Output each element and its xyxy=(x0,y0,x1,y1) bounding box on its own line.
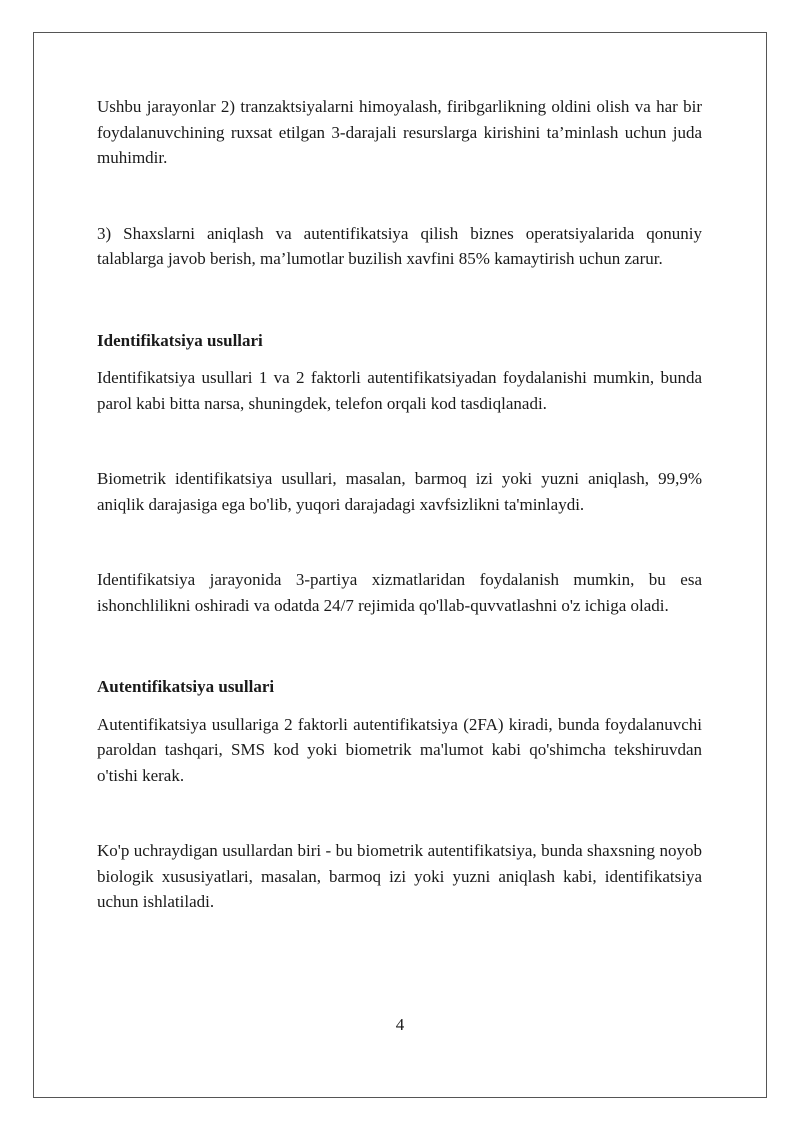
page-number: 4 xyxy=(395,1015,405,1034)
intro-paragraph-2: 3) Shaxslarni aniqlash va autentifikatsiya qilish biznes operatsiyalarida qonuniy talablarga javob berish, ma’lumotlar buzilish xavfini 85% kamaytirish uchun zarur. xyxy=(97,223,702,268)
authentication-paragraph-2: Ko'p uchraydigan usullardan biri - bu biometrik autentifikatsiya, bunda shaxsning noyob biologik xususiyatlari, masalan, barmoq izi yoki yuzni aniqlash kabi, identifikatsiya uchun ishlatiladi. xyxy=(97,841,702,911)
authentication-heading: Autentifikatsiya usullari xyxy=(97,677,275,696)
identification-paragraph-3: Identifikatsiya jarayonida 3-partiya xizmatlaridan foydalanish mumkin, bu esa ishonchlilikni oshiradi va odatda 24/7 rejimida qo'llab-quvvatlashni o'z ichiga oladi. xyxy=(97,570,702,615)
identification-paragraph-1: Identifikatsiya usullari 1 va 2 faktorli autentifikatsiyadan foydalanishi mumkin, bunda parol kabi bitta narsa, shuningdek, telefon orqali kod tasdiqlanadi. xyxy=(97,368,702,413)
authentication-paragraph-1: Autentifikatsiya usullariga 2 faktorli autentifikatsiya (2FA) kiradi, bunda foydalanuvchi paroldan tashqari, SMS kod yoki biometrik ma'lumot kabi qo'shimcha tekshiruvdan o'tishi kerak. xyxy=(97,714,702,785)
identification-paragraph-2: Biometrik identifikatsiya usullari, masalan, barmoq izi yoki yuzni aniqlash, 99,9% aniqlik darajasiga ega bo'lib, yuqori darajadagi xavfsizlikni ta'minlaydi. xyxy=(97,469,702,514)
identification-heading: Identifikatsiya usullari xyxy=(97,330,263,350)
document-body xyxy=(97,94,702,915)
intro-paragraph-1: Ushbu jarayonlar 2) tranzaktsiyalarni himoyalash, firibgarlikning oldini olish va har bir foydalanuvchining ruxsat etilgan 3-darajali resurslarga kirishini ta’minlash uchun juda muhimdir. xyxy=(97,97,702,167)
